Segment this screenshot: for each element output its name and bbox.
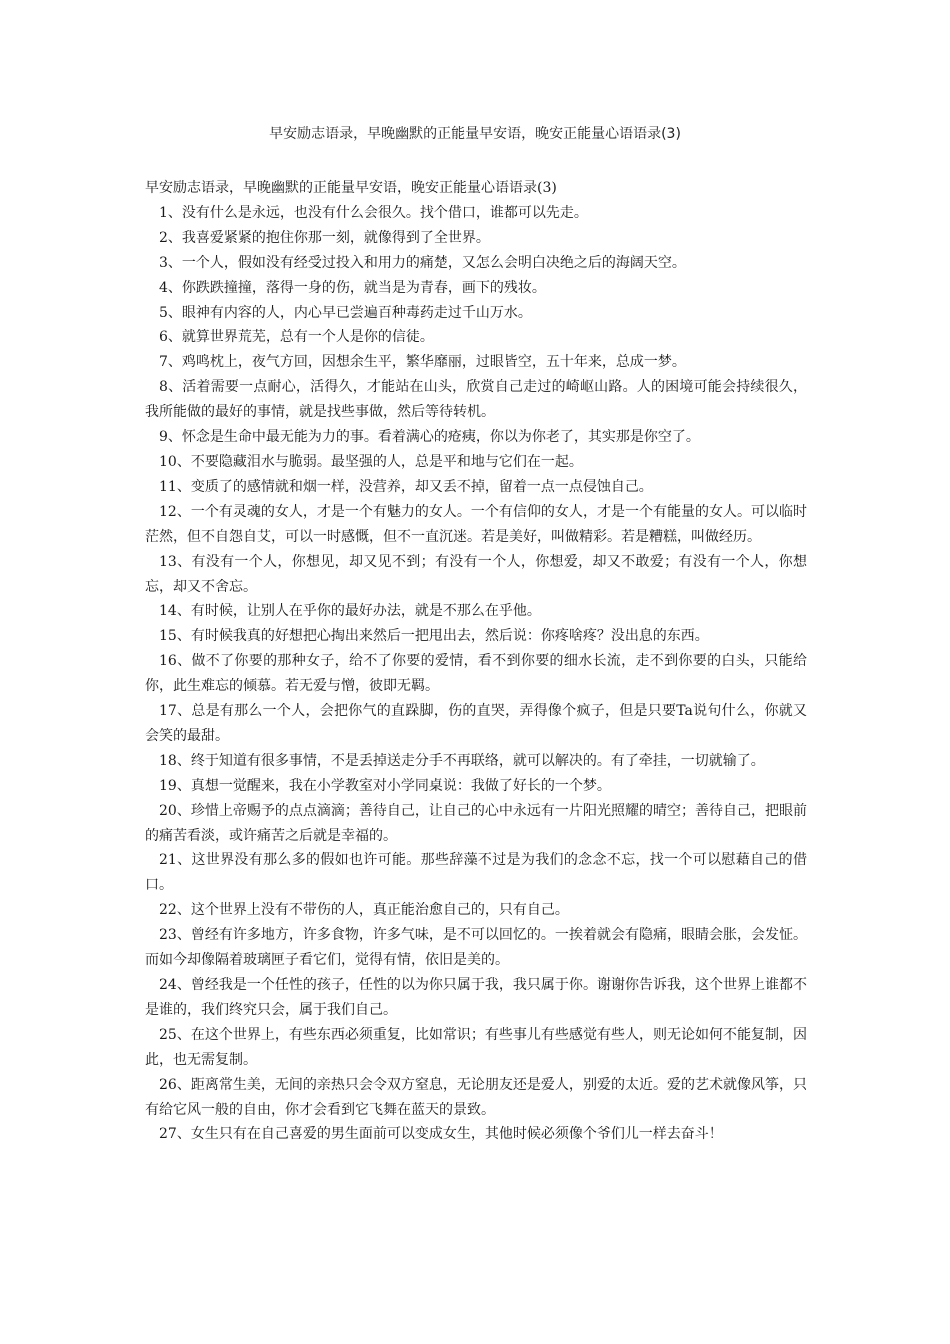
quote-item: 1、没有什么是永远，也没有什么会很久。找个借口，谁都可以先走。 bbox=[159, 204, 588, 221]
document-subtitle: 早安励志语录，早晚幽默的正能量早安语，晚安正能量心语语录(3) bbox=[145, 180, 557, 196]
quote-item: 22、这个世界上没有不带伤的人，真正能治愈自己的，只有自己。 bbox=[159, 902, 569, 919]
quote-item: 19、真想一觉醒来，我在小学教室对小学同桌说：我做了好长的一个梦。 bbox=[159, 777, 611, 794]
quote-item: 25、在这个世界上，有些东西必须重复，比如常识；有些事儿有些感觉有些人，则无论如何不能复制，因此，也无需复制。 bbox=[145, 1026, 807, 1068]
quote-item: 12、一个有灵魂的女人，才是一个有魅力的女人。一个有信仰的女人，才是一个有能量的女人。可以临时茫然，但不自怨自艾，可以一时感慨，但不一直沉迷。若是美好，叫做精彩。若是糟糕，叫做经历。 bbox=[145, 503, 807, 545]
document-body bbox=[145, 176, 807, 1147]
quote-item: 3、一个人，假如没有经受过投入和用力的痛楚，又怎么会明白决绝之后的海阔天空。 bbox=[159, 254, 686, 271]
quote-item: 20、珍惜上帝赐予的点点滴滴；善待自己，让自己的心中永远有一片阳光照耀的晴空；善待自己，把眼前的痛苦看淡，或许痛苦之后就是幸福的。 bbox=[145, 802, 807, 844]
quote-item: 14、有时候，让别人在乎你的最好办法，就是不那么在乎他。 bbox=[159, 603, 541, 620]
quote-item: 17、总是有那么一个人，会把你气的直跺脚，伤的直哭，弄得像个疯子，但是只要Ta说句什么，你就又会笑的最甜。 bbox=[145, 703, 807, 744]
quote-item: 5、眼神有内容的人，内心早已尝遍百种毒药走过千山万水。 bbox=[159, 304, 532, 321]
quote-item: 9、怀念是生命中最无能为力的事。看着满心的疮痍，你以为你老了，其实那是你空了。 bbox=[159, 429, 700, 446]
quote-item: 18、终于知道有很多事情，不是丢掉送走分手不再联络，就可以解决的。有了牵挂，一切就输了。 bbox=[159, 752, 765, 769]
quote-item: 2、我喜爱紧紧的抱住你那一刻，就像得到了全世界。 bbox=[159, 229, 490, 246]
quote-item: 26、距离常生美，无间的亲热只会令双方窒息，无论朋友还是爱人，别爱的太近。爱的艺术就像风筝，只有给它风一般的自由，你才会看到它飞舞在蓝天的景致。 bbox=[145, 1076, 807, 1118]
document-title: 早安励志语录，早晚幽默的正能量早安语，晚安正能量心语语录(3) bbox=[269, 126, 681, 142]
quote-item: 15、有时候我真的好想把心掏出来然后一把甩出去，然后说：你疼啥疼？没出息的东西。 bbox=[159, 628, 709, 645]
quote-item: 24、曾经我是一个任性的孩子，任性的以为你只属于我，我只属于你。谢谢你告诉我，这个世界上谁都不是谁的，我们终究只会，属于我们自己。 bbox=[145, 977, 807, 1018]
quote-item: 23、曾经有许多地方，许多食物，许多气味，是不可以回忆的。一挨着就会有隐痛，眼睛会胀，会发怔。而如今却像隔着玻璃匣子看它们，觉得有情，依旧是美的。 bbox=[145, 927, 807, 969]
quote-item: 10、不要隐藏泪水与脆弱。最坚强的人，总是平和地与它们在一起。 bbox=[159, 453, 583, 470]
quote-item: 8、活着需要一点耐心，活得久，才能站在山头，欣赏自己走过的崎岖山路。人的困境可能会持续很久，我所能做的最好的事情，就是找些事做，然后等待转机。 bbox=[145, 379, 807, 421]
quote-item: 13、有没有一个人，你想见，却又见不到；有没有一个人，你想爱，却又不敢爱；有没有一个人，你想忘，却又不舍忘。 bbox=[145, 553, 807, 595]
quote-item: 21、这世界没有那么多的假如也许可能。那些辞藻不过是为我们的念念不忘，找一个可以慰藉自己的借口。 bbox=[145, 852, 807, 894]
quote-item: 7、鸡鸣枕上，夜气方回，因想余生平，繁华靡丽，过眼皆空，五十年来，总成一梦。 bbox=[159, 354, 686, 371]
quote-item: 11、变质了的感情就和烟一样，没营养，却又丢不掉，留着一点一点侵蚀自己。 bbox=[159, 478, 653, 495]
quote-item: 27、女生只有在自己喜爱的男生面前可以变成女生，其他时候必须像个爷们儿一样去奋斗！ bbox=[159, 1126, 723, 1143]
quote-item: 16、做不了你要的那种女子，给不了你要的爱情，看不到你要的细水长流，走不到你要的白头，只能给你，此生难忘的倾慕。若无爱与憎，彼即无羁。 bbox=[145, 653, 807, 695]
quote-item: 4、你跌跌撞撞，落得一身的伤，就当是为青春，画下的残妆。 bbox=[159, 279, 546, 296]
quote-item: 6、就算世界荒芜，总有一个人是你的信徒。 bbox=[159, 329, 434, 346]
quote-list bbox=[145, 201, 807, 1147]
